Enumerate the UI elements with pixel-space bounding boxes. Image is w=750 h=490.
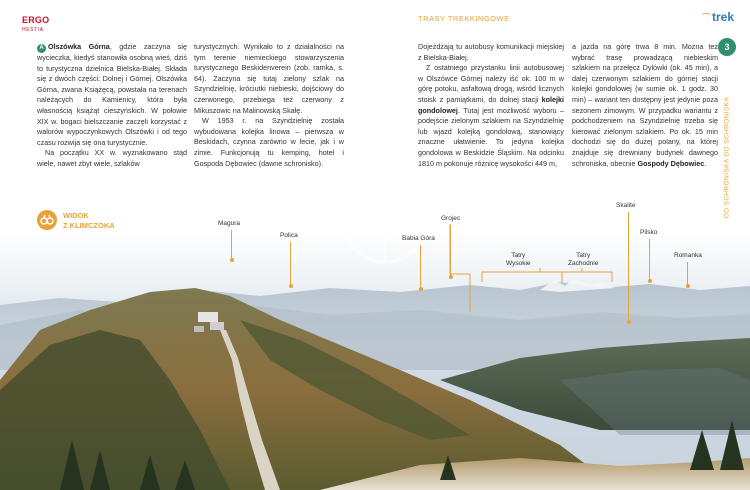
paragraph-text: , gdzie zaczyna się wycieczka, kiedyś stanowiła osobną wieś, dziś to turystyczna dzielnica Bielska-Białej. Składa się z dwóch części: Dolnej i Górnej. Olszówka Górna, zwana Książęcą, powstała na terenach należących do Kamienicy, która była własnością książąt cieszyńskich. W połowie XIX w. bogaci bielszczanie zaczęli korzystać z walorów wypoczynkowych Olszówki i od tego czasu rozwija się ona turystycznie. xyxy=(37,42,187,147)
publisher-logo xyxy=(22,11,49,33)
brand-logo xyxy=(702,10,734,24)
text-column-2 xyxy=(194,42,344,169)
peak-label-grojec: Grojec xyxy=(441,215,461,222)
paragraph-text: turystycznych. Wynikało to z działalności na tym terenie niemieckiego stowarzyszenia turystycznego Beskidenverein (zob. ramka, s. 64). Zaczyna się tutaj zielony szlak na Szyndzielnię, króciutki niebieski, dojściowy do czerwonego, przebiega też czerwony z Mikuszowic na Malinowską Skałę. xyxy=(194,42,344,115)
peak-label-polica: Polica xyxy=(280,232,298,239)
binoculars-icon xyxy=(37,210,57,230)
paragraph xyxy=(37,148,187,169)
paragraph xyxy=(418,63,564,169)
paragraph-text: Na początku XX w. wyznakowano stąd wiele, nawet zbyt wiele, szlaków xyxy=(37,148,187,168)
paragraph-text: Dojeżdżają tu autobusy komunikacji miejskiej z Bielska-Białej. xyxy=(418,42,564,62)
place-name: Olszówka Górna xyxy=(48,42,110,51)
page-number: 3 xyxy=(718,38,736,56)
panorama-photo xyxy=(0,230,750,490)
text-column-4 xyxy=(572,42,718,169)
paragraph xyxy=(37,42,187,148)
paragraph xyxy=(418,42,564,63)
peak-label-babia-gora: Babia Góra xyxy=(402,235,435,242)
location-marker-icon: A xyxy=(37,44,46,53)
view-title-line2: Z KLIMCZOKA xyxy=(63,221,115,230)
peak-pin-polica xyxy=(290,242,291,286)
paragraph xyxy=(572,42,718,169)
peak-pin-skalite xyxy=(628,212,629,322)
brand-arc-icon: ⌒ xyxy=(702,13,712,23)
paragraph-text: W 1953 r. na Szyndzielnię została wybudowana kolejka linowa – pierwsza w Beskidach, czynna zarówno w lecie, jak i w zimie. Funkcjonują tu kemping, hotel i Gospoda Dębowiec (dawne schronisko). xyxy=(194,116,344,168)
peak-pin-babia-gora xyxy=(420,245,421,289)
peak-bracket-tatry xyxy=(482,268,622,286)
paragraph-text: Z ostatniego przystanku linii autobusowej w Olszówce Górnej należy iść ok. 100 m w górę potoku, asfaltową drogą, wśród licznych stoisk z pamiątkami, do dolnej stacji xyxy=(418,63,564,104)
brand-text: trek xyxy=(712,10,735,24)
logo-sub: HESTIA xyxy=(22,27,44,33)
view-title-line1: WIDOK xyxy=(63,211,89,220)
peak-label-magura: Magura xyxy=(218,220,241,227)
peak-pin-magura xyxy=(231,230,232,260)
peak-label-tatry-wysokie: Tatry Wysokie xyxy=(506,252,531,267)
paragraph xyxy=(194,42,344,116)
peak-label-tatry-zachodnie: Tatry Zachodnie xyxy=(568,252,599,267)
paragraph xyxy=(194,116,344,169)
peak-label-romanka: Romanka xyxy=(674,252,702,259)
paragraph-text: . xyxy=(704,158,707,168)
peak-pin-romanka xyxy=(687,262,688,286)
highlight-term: Gospody Dębowiec xyxy=(637,158,705,168)
text-column-1 xyxy=(37,42,187,170)
logo-main: ERGO xyxy=(22,15,50,25)
peak-leader-grojec xyxy=(446,222,476,314)
text-column-3 xyxy=(418,42,564,169)
paragraph-text: a jazda na górę trwa 8 min. Można też wybrać trasę prowadzącą niebieskim szlakiem na przełęcz Dylówki (ok. 45 min), a dalej czerwonym szlakiem do górnej stacji kolejki gondolowej (w sumie ok. 1 godz. 30 min) – wariant ten dostępny jest jedynie poza sezonem zimowym. W przypadku wariantu z podchodzeniem na Szyndzielnię trzeba się kierować zielonym szlakiem. Po ok. 15 min dochodzi się do dużej polany, na której znajduje się drewniany budynek dawnego schroniska, obecnie xyxy=(572,42,718,168)
highlight-term: kolejki gondolowej xyxy=(418,94,564,115)
view-title xyxy=(63,211,115,231)
section-title: TRASY TREKKINGOWE xyxy=(418,14,510,23)
paragraph-text: . Tutaj jest możliwość wyboru – podejście zielonym szlakiem na Szyndzielnię lub wjazd kolejką gondolową, stanowiący znaczne ułatwienie. To jedyna kolejka gondolowa w Beskidzie Śląskim. Na odcinku 1810 m pokonuje różnicę wysokości 449 m, xyxy=(418,105,564,168)
peak-label-pilsko: Pilsko xyxy=(640,229,658,236)
peak-pin-pilsko xyxy=(649,239,650,281)
peak-label-skalite: Skalite xyxy=(616,202,636,209)
side-title-text: OD SCHRONISKA DO SCHRONISKA xyxy=(723,96,731,219)
